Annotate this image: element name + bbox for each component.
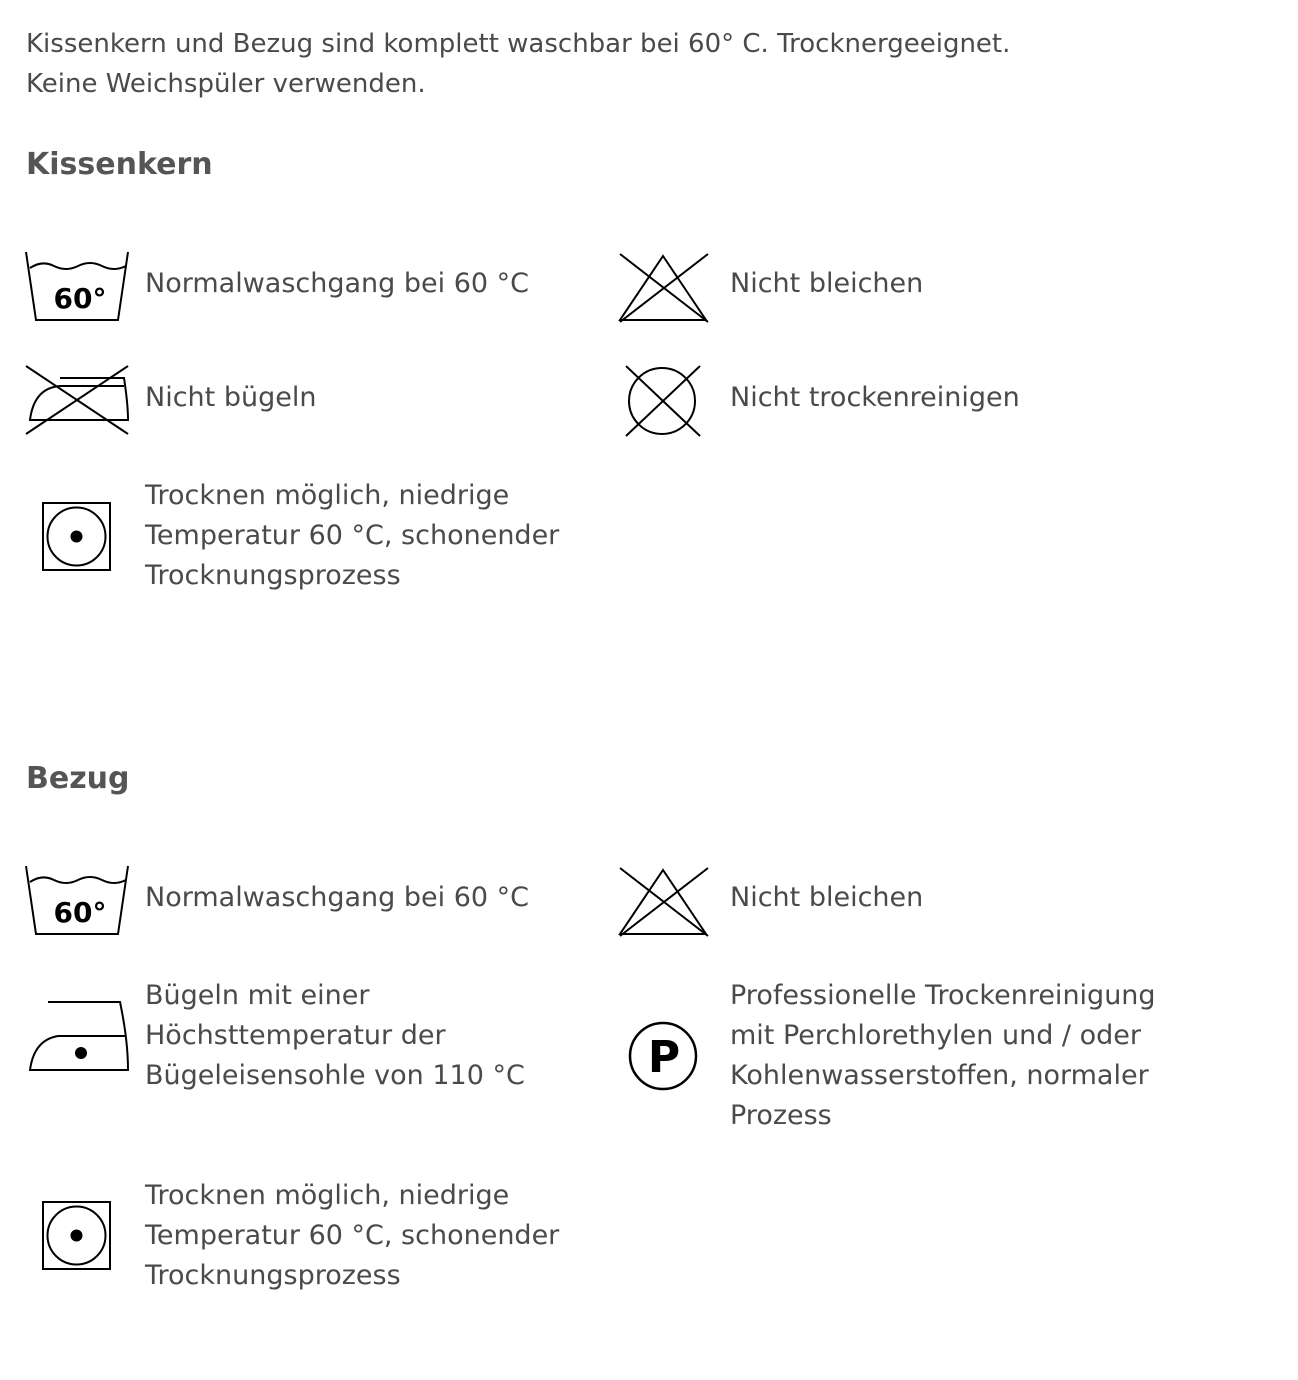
intro-line: Kissenkern und Bezug sind komplett waschbar bei 60° C. Trocknergeeignet. — [26, 29, 1011, 59]
no-bleach-icon — [618, 252, 712, 324]
care-item-label: Trocknen möglich, niedrige Temperatur 60 °C, schonender Trocknungsprozess — [145, 1180, 560, 1291]
wash-60-icon — [24, 864, 130, 938]
care-item-label: Trocknen möglich, niedrige Temperatur 60 °C, schonender Trocknungsprozess — [145, 480, 560, 591]
care-item-label: Nicht trockenreinigen — [730, 382, 1020, 413]
section-title-bezug: Bezug — [26, 761, 130, 796]
intro-text — [26, 24, 1226, 104]
no-dry-clean-icon — [622, 364, 706, 438]
care-item-label: Nicht bleichen — [730, 882, 924, 913]
wash-60-icon — [24, 250, 130, 324]
no-iron-icon — [24, 364, 130, 436]
dry-clean-letter: P — [647, 1032, 681, 1083]
intro-line: Keine Weichspüler verwenden. — [26, 69, 426, 99]
tumble-dry-low-icon — [42, 502, 112, 572]
iron-low-icon — [28, 1000, 132, 1074]
section-title-kissenkern: Kissenkern — [26, 147, 213, 182]
care-item-label: Nicht bleichen — [730, 268, 924, 299]
care-item-label: Normalwaschgang bei 60 °C — [145, 882, 529, 913]
care-item-label: Normalwaschgang bei 60 °C — [145, 268, 529, 299]
wash-temperature-text: 60° — [53, 896, 107, 929]
care-item-label: Nicht bügeln — [145, 382, 317, 413]
tumble-dry-low-icon — [42, 1201, 112, 1271]
dry-clean-p-icon — [628, 1020, 700, 1092]
no-bleach-icon — [618, 866, 712, 938]
care-item-label: Bügeln mit einer Höchsttemperatur der Bügeleisensohle von 110 °C — [145, 980, 525, 1091]
care-item-label: Professionelle Trockenreinigung mit Perchlorethylen und / oder Kohlenwasserstoffen, normaler Prozess — [730, 980, 1156, 1131]
wash-temperature-text: 60° — [53, 282, 107, 315]
